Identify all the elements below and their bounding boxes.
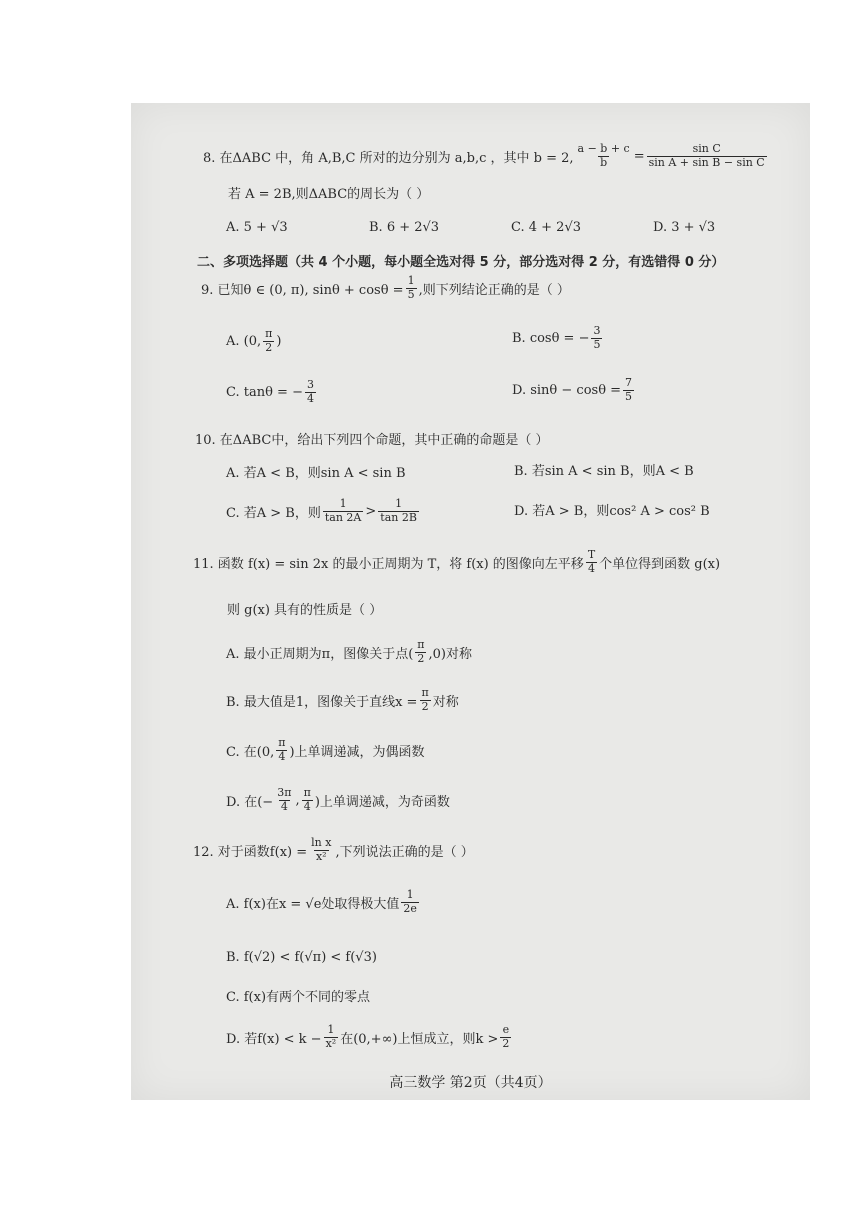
q10-optC-den2: tan 2B (380, 510, 417, 524)
q10-optC-fraction-1 (323, 498, 364, 524)
q11-optB-post: 对称 (432, 694, 459, 710)
q11-option-c (226, 737, 425, 763)
q9-option-c (226, 379, 318, 405)
q11-option-b (226, 687, 459, 713)
q9-optB-den: 5 (593, 337, 601, 351)
q12-optD-fraction-2 (500, 1024, 511, 1050)
q9-option-a (226, 328, 281, 354)
q11-optD-den1: 4 (280, 799, 288, 813)
q11-optD-mid: , (295, 792, 300, 808)
q12-pre: 12. 对于函数f(x) = (193, 844, 308, 860)
q9-optB-fraction (591, 325, 602, 351)
q9-stem (201, 275, 570, 301)
q9-option-b (512, 325, 604, 351)
q9-frac-numerator: 1 (407, 274, 415, 287)
q11-pre: 11. 函数 f(x) = sin 2x 的最小正周期为 T，将 f(x) 的图像向左平移 (193, 556, 584, 572)
q10-option-a: A. 若A < B，则sin A < sin B (226, 466, 406, 481)
q10-option-c (226, 498, 421, 524)
q11-optB-fraction (419, 687, 430, 713)
q8-frac1-numerator: a − b + c (577, 142, 630, 155)
q10-optC-pre: C. 若A > B，则 (226, 505, 321, 521)
q9-prefix: 9. 已知θ ∈ (0, π), sinθ + cosθ = (201, 282, 404, 298)
q8-line2: 若 A = 2B,则ΔABC的周长为（ ） (228, 187, 430, 202)
q11-optD-num1: 3π (277, 786, 292, 799)
q11-post: 个单位得到函数 g(x) (599, 556, 721, 572)
q12-option-b: B. f(√2) < f(√π) < f(√3) (226, 950, 377, 965)
q9-optB-pre: B. cosθ = − (512, 330, 590, 346)
q11-frac-den: 4 (587, 561, 595, 575)
q11-optC-fraction (276, 737, 287, 763)
q9-optA-den: 2 (265, 340, 273, 354)
q9-optB-num: 3 (593, 324, 601, 337)
q12-optD-den2: 2 (502, 1036, 510, 1050)
q10-option-d: D. 若A > B，则cos² A > cos² B (514, 504, 710, 519)
q8-fraction-1 (576, 143, 632, 169)
q9-optD-num: 7 (625, 376, 633, 389)
q11-optD-den2: 4 (303, 799, 311, 813)
section-2-heading: 二、多项选择题（共 4 个小题，每小题全选对得 5 分，部分选对得 2 分，有选错得 0 分） (197, 255, 725, 270)
q12-option-d (226, 1024, 513, 1050)
q8-frac2-numerator: sin C (692, 142, 721, 155)
q8-option-b: B. 6 + 2√3 (369, 220, 440, 235)
q11-optA-pre: A. 最小正周期为π，图像关于点( (226, 646, 414, 662)
q9-fraction (406, 275, 417, 301)
q11-optA-num: π (417, 638, 425, 651)
q12-optD-fraction-1 (324, 1024, 339, 1050)
q11-option-a (226, 639, 472, 665)
q8-option-c: C. 4 + 2√3 (511, 220, 582, 235)
q12-optA-fraction (401, 889, 419, 915)
q11-optB-pre: B. 最大值是1，图像关于直线x = (226, 694, 418, 710)
q11-frac-num: T (587, 548, 596, 561)
q11-optD-fraction-2 (302, 787, 313, 813)
q8-option-d: D. 3 + √3 (653, 220, 716, 235)
q9-optA-pre: A. (0, (226, 333, 262, 349)
q10-optC-num1: 1 (339, 497, 347, 510)
q9-optD-fraction (623, 377, 634, 403)
q8-prefix: 8. 在ΔABC 中，角 A,B,C 所对的边分别为 a,b,c ，其中 b = 2, (203, 150, 574, 166)
q11-optA-fraction (415, 639, 426, 665)
q11-optB-num: π (421, 686, 429, 699)
q9-option-d (512, 377, 636, 403)
q11-optA-post: ,0)对称 (428, 646, 472, 662)
q12-optA-den: 2e (403, 901, 417, 915)
q9-optA-num: π (265, 327, 273, 340)
q12-optD-pre: D. 若f(x) < k − (226, 1031, 322, 1047)
exam-page (131, 103, 810, 1100)
q12-optA-pre: A. f(x)在x = √e处取得极大值 (226, 896, 400, 912)
q11-optD-num2: π (303, 786, 311, 799)
q9-optC-num: 3 (306, 378, 314, 391)
q11-optD-pre: D. 在(− (226, 794, 274, 810)
q8-frac1-denominator: b (600, 155, 608, 169)
page-footer: 高三数学 第2页（共4页） (389, 1075, 552, 1091)
q12-optD-num1: 1 (327, 1023, 335, 1036)
q9-suffix: ,则下列结论正确的是（ ） (418, 282, 570, 298)
q8-frac2-denominator: sin A + sin B − sin C (648, 155, 765, 169)
q10-option-b: B. 若sin A < sin B，则A < B (514, 464, 694, 479)
q12-optD-num2: e (502, 1023, 510, 1036)
q8-equals: = (633, 148, 645, 164)
q12-fraction (309, 837, 333, 863)
q12-optA-num: 1 (406, 888, 414, 901)
q12-frac-num: ln x (311, 836, 332, 849)
q9-optD-pre: D. sinθ − cosθ = (512, 382, 622, 398)
q9-optC-fraction (305, 379, 316, 405)
q9-optC-pre: C. tanθ = − (226, 384, 303, 400)
q12-option-a (226, 889, 421, 915)
q8-stem (203, 143, 769, 169)
q11-optD-post: )上单调递减，为奇函数 (314, 794, 450, 810)
q11-option-d (226, 787, 450, 813)
q9-optA-post: ) (276, 333, 282, 349)
q9-optA-fraction (263, 328, 274, 354)
q11-optB-den: 2 (421, 699, 429, 713)
q10-stem: 10. 在ΔABC中，给出下列四个命题，其中正确的命题是（ ） (195, 433, 549, 448)
q11-optC-post: )上单调递减，为偶函数 (289, 744, 425, 760)
q11-optD-fraction-1 (275, 787, 293, 813)
q9-frac-denominator: 5 (407, 287, 415, 301)
q12-stem (193, 837, 474, 863)
q11-fraction (586, 549, 597, 575)
q9-optC-den: 4 (306, 391, 314, 405)
q10-optC-fraction-2 (378, 498, 419, 524)
q10-optC-gt: > (365, 503, 377, 519)
q11-optC-pre: C. 在(0, (226, 744, 275, 760)
q12-optD-mid: 在(0,+∞)上恒成立，则k > (340, 1031, 499, 1047)
q11-optC-num: π (278, 736, 286, 749)
q12-frac-den: x² (315, 849, 327, 863)
q11-stem (193, 549, 720, 575)
q12-option-c: C. f(x)有两个不同的零点 (226, 990, 371, 1005)
q11-optC-den: 4 (278, 749, 286, 763)
q11-optA-den: 2 (417, 651, 425, 665)
q10-optC-den1: tan 2A (324, 510, 362, 524)
q12-post: ,下列说法正确的是（ ） (335, 844, 474, 860)
q8-option-a: A. 5 + √3 (226, 220, 288, 235)
q10-optC-num2: 1 (395, 497, 403, 510)
q12-optD-den1: x² (325, 1036, 337, 1050)
q11-line2: 则 g(x) 具有的性质是（ ） (227, 603, 383, 618)
q8-fraction-2 (647, 143, 767, 169)
q9-optD-den: 5 (625, 389, 633, 403)
